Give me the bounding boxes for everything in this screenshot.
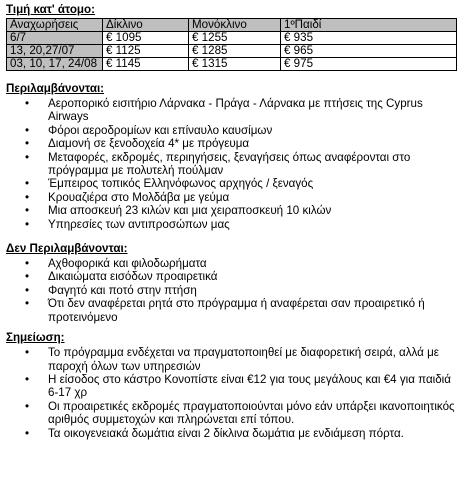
list-item: • Τα οικογενειακά δωμάτια είναι 2 δίκλινα δωμάτια με ενδιάμεση πόρτα. <box>25 426 404 440</box>
list-item: • Διαμονή σε ξενοδοχεία 4* με πρόγευμα <box>25 137 250 151</box>
list-item: • Φόροι αεροδρομίων και επίναυλο καυσίμων <box>25 123 273 137</box>
departure-dates: 6/7 <box>7 32 103 45</box>
not-included-list <box>6 257 458 324</box>
price-single: € 1285 <box>189 45 281 58</box>
bullet-icon: • <box>25 426 30 440</box>
bullet-icon: • <box>25 123 30 137</box>
price-child: € 965 <box>281 45 457 58</box>
bullet-icon: • <box>25 257 30 271</box>
notes-section <box>6 331 458 440</box>
not-included-section <box>6 242 458 324</box>
bullet-icon: • <box>25 177 30 191</box>
price-table <box>6 18 457 71</box>
table-row <box>7 45 457 58</box>
bullet-icon: • <box>25 97 30 110</box>
price-child: € 975 <box>281 58 457 71</box>
not-included-title: Δεν Περιλαμβάνονται: <box>6 242 128 256</box>
included-title: Περιλαμβάνονται: <box>6 82 105 95</box>
bullet-icon: • <box>25 372 30 386</box>
price-title: Τιμή κατ' άτομο: <box>6 3 95 16</box>
list-item: • Ότι δεν αναφέρεται ρητά στο πρόγραμμα ή αναφέρεται σαν προαιρετικό ή προτεινόμενο <box>25 297 425 324</box>
bullet-icon: • <box>25 270 30 284</box>
price-single: € 1315 <box>189 58 281 71</box>
price-double: € 1125 <box>103 45 189 58</box>
list-item: • Μεταφορές, εκδρομές, περιηγήσεις, ξεναγήσεις όπως αναφέρονται στο πρόγραμμα με πολυτελή πούλμαν <box>25 150 411 178</box>
list-item: • Κρουαζιέρα στο Μολδάβα με γεύμα <box>25 190 230 204</box>
bullet-icon: • <box>25 217 30 231</box>
list-item: • Η είσοδος στο κάστρο Κονοπίστε είναι €12 για τους μεγάλους και €4 για παιδιά 6-17 χρ <box>25 372 451 400</box>
price-double: € 1095 <box>103 32 189 45</box>
list-item: • Αχθοφορικά και φιλοδωρήματα <box>25 257 207 271</box>
departure-dates: 13, 20,27/07 <box>7 45 103 58</box>
list-item: • Μια αποσκευή 23 κιλών και μια χειραποσκευή 10 κιλών <box>25 204 332 218</box>
bullet-icon: • <box>25 190 30 204</box>
list-item: • Το πρόγραμμα ενδέχεται να πραγματοποιηθεί με διαφορετική σειρά, αλλά με παροχή όλων των υπηρεσιών <box>25 346 439 373</box>
included-list <box>6 97 458 231</box>
bullet-icon: • <box>25 346 30 360</box>
document-page <box>6 3 458 440</box>
list-item: • Οι προαιρετικές εκδρομές πραγματοποιούνται μόνο εάν υπάρξει ικανοποιητικός αριθμός συμμετοχών και πληρώνεται επί τόπου. <box>25 399 455 427</box>
table-row <box>7 32 457 45</box>
notes-title: Σημείωση: <box>6 331 65 345</box>
price-single: € 1255 <box>189 32 281 45</box>
price-child: € 935 <box>281 32 457 45</box>
list-item: • Αεροπορικό εισιτήριο Λάρνακα - Πράγα - Λάρνακα με πτήσεις της Cyprus Airways <box>25 97 423 124</box>
bullet-icon: • <box>25 297 30 311</box>
bullet-icon: • <box>25 399 30 413</box>
header-double: Δίκλινο <box>103 19 189 32</box>
bullet-icon: • <box>25 137 30 151</box>
price-double: € 1145 <box>103 58 189 71</box>
bullet-icon: • <box>25 283 30 297</box>
departure-dates: 03, 10, 17, 24/08 <box>7 58 103 71</box>
table-row <box>7 58 457 71</box>
header-child: 1ºΠαιδί <box>281 19 457 32</box>
header-departures: Αναχωρήσεις <box>7 19 103 32</box>
list-item: • Υπηρεσίες των αντιπροσώπων μας <box>25 217 230 231</box>
bullet-icon: • <box>25 204 30 218</box>
bullet-icon: • <box>25 150 30 164</box>
header-single: Μονόκλινο <box>189 19 281 32</box>
included-section <box>6 82 458 231</box>
list-item: • Έμπειρος τοπικός Ελληνόφωνος αρχηγός / ξεναγός <box>25 177 314 191</box>
list-item: • Δικαιώματα εισόδων προαιρετικά <box>25 270 218 284</box>
list-item: • Φαγητό και ποτό στην πτήση <box>25 283 197 297</box>
price-table-header-row <box>7 19 457 32</box>
notes-list <box>6 346 458 440</box>
